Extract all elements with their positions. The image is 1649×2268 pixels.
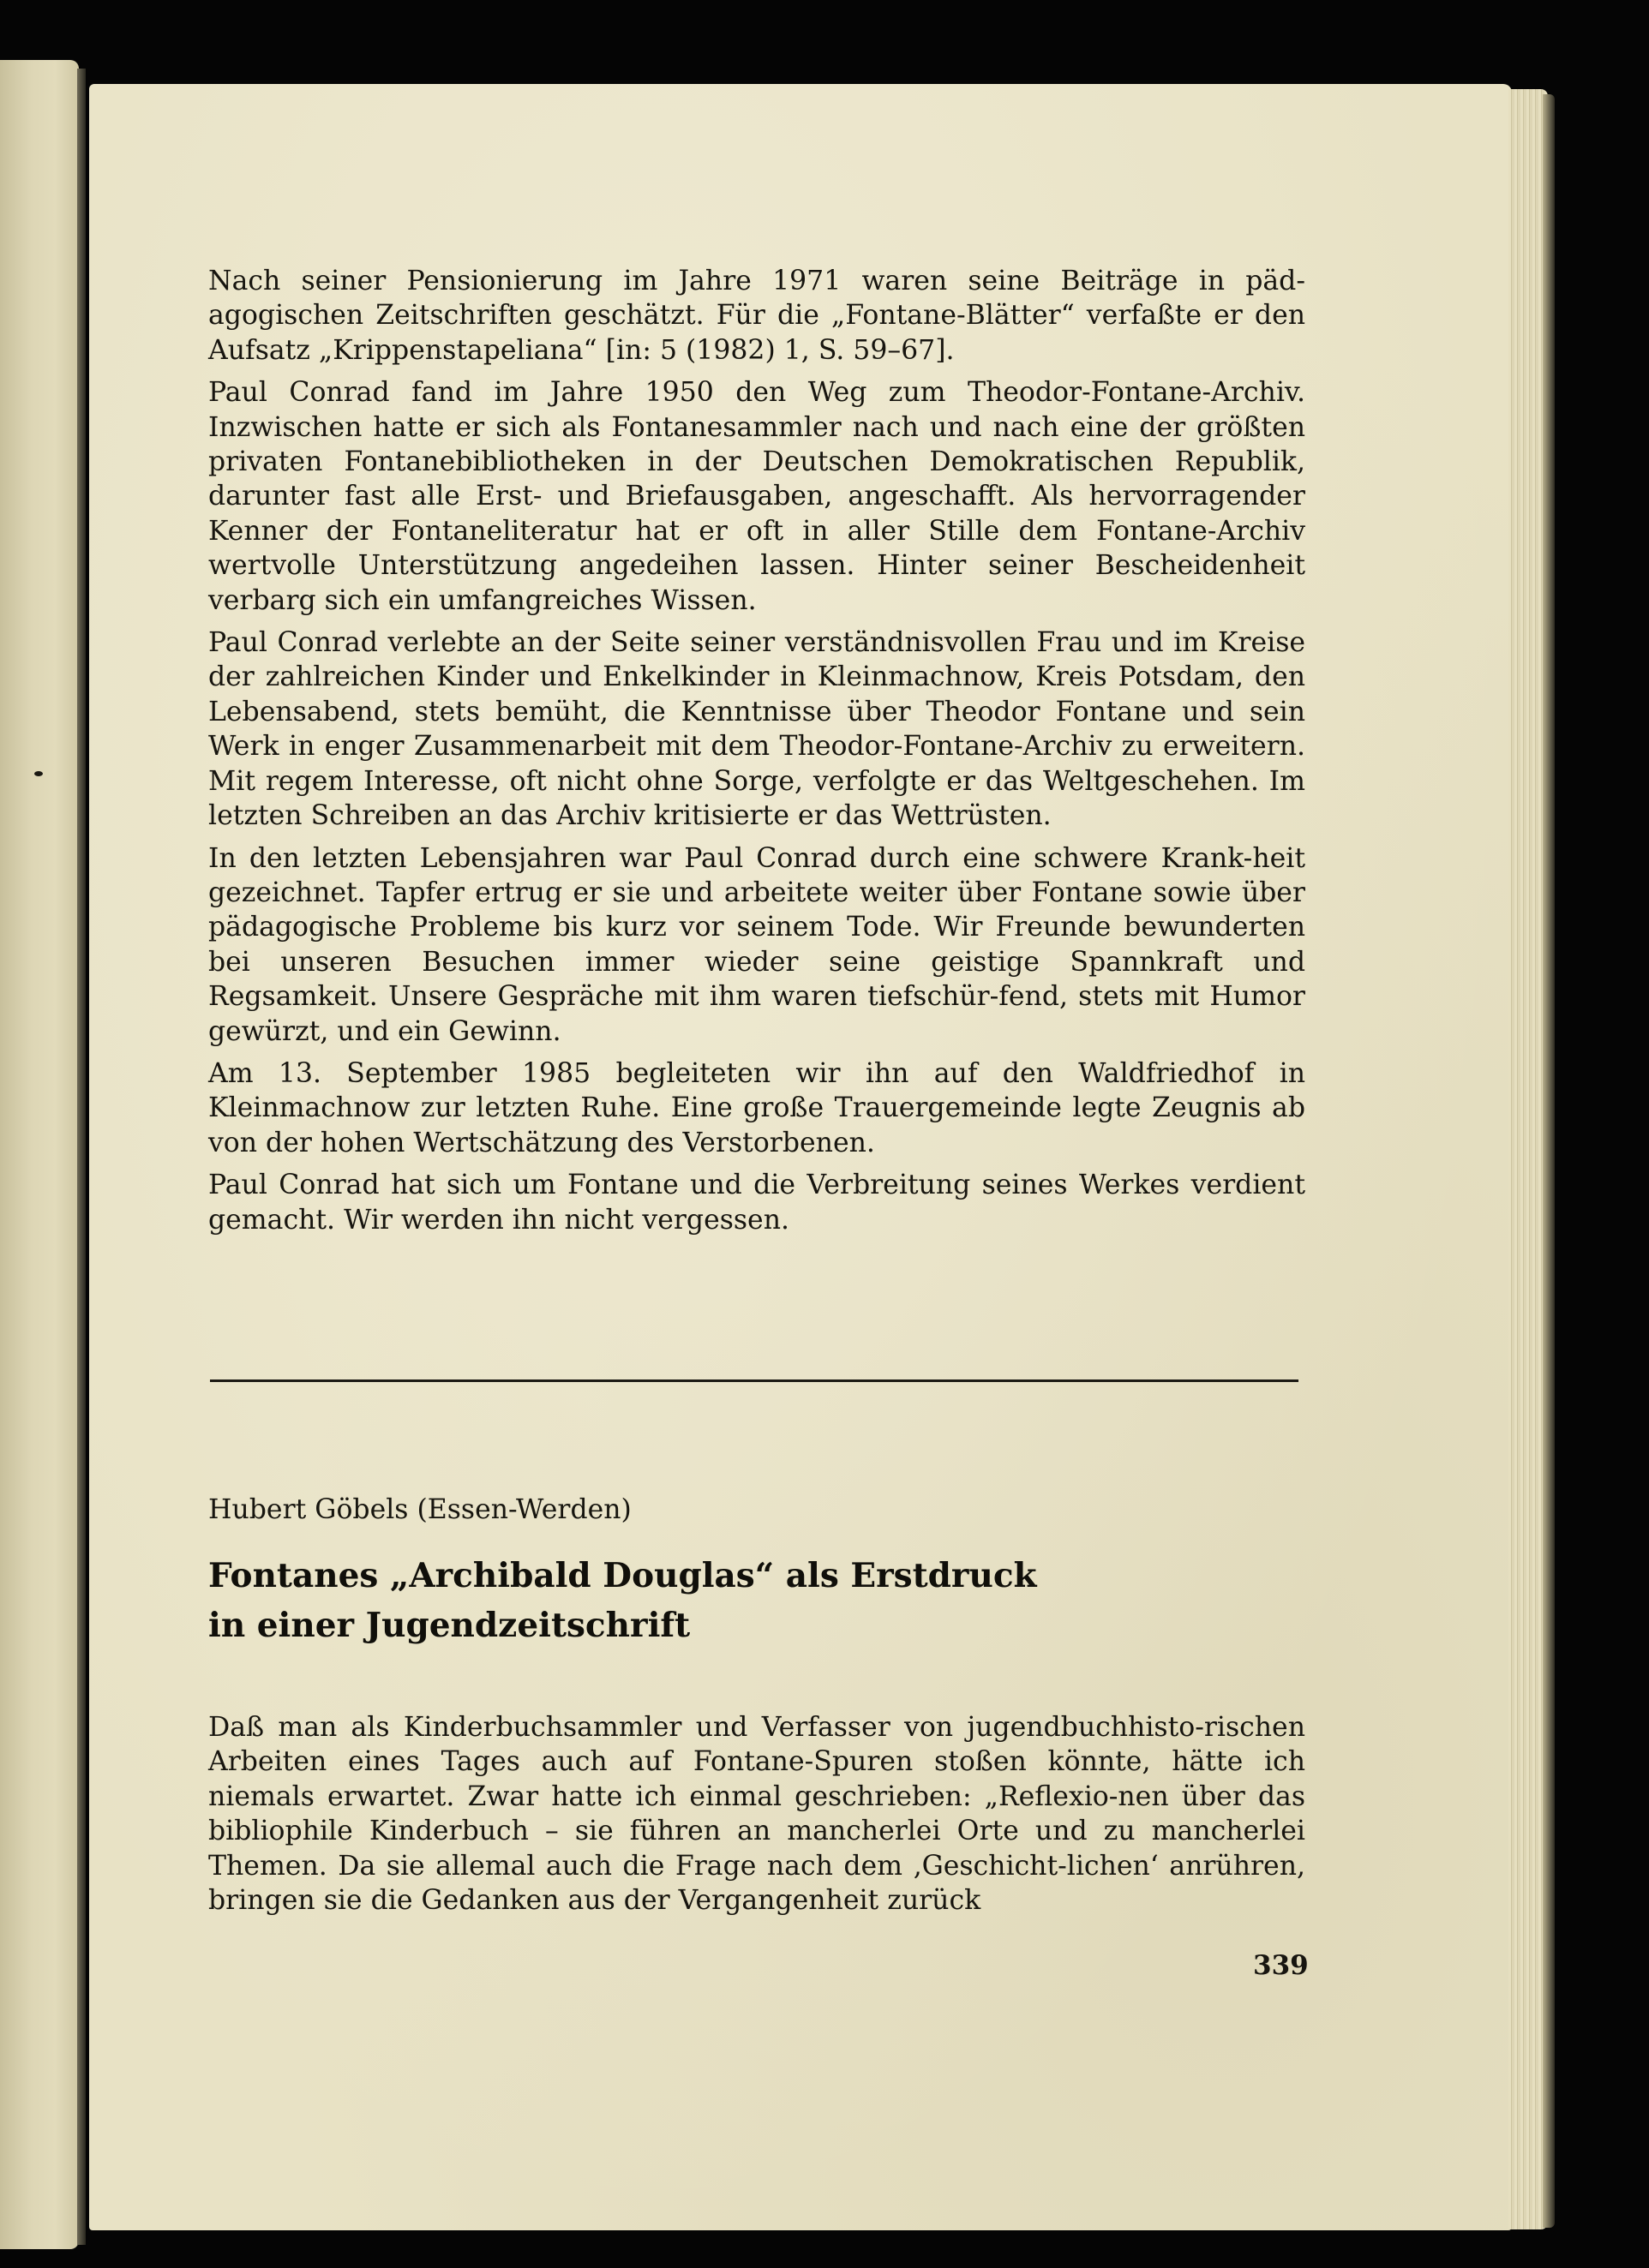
page-number: 339 bbox=[1253, 1950, 1309, 1981]
article-author: Hubert Göbels (Essen-Werden) bbox=[208, 1494, 632, 1525]
book-gutter bbox=[77, 69, 86, 2245]
section-divider bbox=[210, 1379, 1298, 1382]
page-stack-shadow bbox=[1543, 94, 1555, 2228]
obituary-text bbox=[208, 264, 1305, 1245]
article-title-line-2: in einer Jugendzeitschrift bbox=[208, 1606, 691, 1645]
previous-page-edge bbox=[0, 60, 79, 2249]
paper-speck bbox=[34, 771, 43, 776]
article-body bbox=[208, 1710, 1305, 1925]
article-title bbox=[208, 1551, 1237, 1650]
obituary-paragraph-1: Nach seiner Pensionierung im Jahre 1971 waren seine Beiträge in päd-agogischen Zeitschriften geschätzt. Für die „Fontane-Blätter“ verfaßte er den Aufsatz „Krippenstapeliana“ [in: 5 (1982) 1, S. 59–67]. bbox=[208, 266, 1305, 366]
obituary-paragraph-5: Am 13. September 1985 begleiteten wir ihn auf den Waldfriedhof in Kleinmachnow zur letzten Ruhe. Eine große Trauergemeinde legte Zeugnis ab von der hohen Wertschätzung des Verstorbenen. bbox=[208, 1057, 1305, 1158]
article-title-line-1: Fontanes „Archibald Douglas“ als Erstdruck bbox=[208, 1556, 1037, 1595]
obituary-paragraph-4: In den letzten Lebensjahren war Paul Conrad durch eine schwere Krank-heit gezeichnet. Tapfer ertrug er sie und arbeitete weiter über Fontane sowie über pädagogische Probleme bis kurz vor seinem Tode. Wir Freunde bewunderten bei unseren Besuchen immer wieder seine geistige Spannkraft und Regsamkeit. Unsere Gespräche mit ihm waren tiefschür-fend, stets mit Humor gewürzt, und ein Gewinn. bbox=[208, 842, 1305, 1047]
obituary-paragraph-2: Paul Conrad fand im Jahre 1950 den Weg zum Theodor-Fontane-Archiv. Inzwischen hatte er sich als Fontanesammler nach und nach eine der größten privaten Fontanebibliotheken in der Deutschen Demokratischen Republik, darunter fast alle Erst- und Briefausgaben, angeschafft. Als hervorragender Kenner der Fontaneliteratur hat er oft in aller Stille dem Fontane-Archiv wertvolle Unterstützung angedeihen lassen. Hinter seiner Bescheidenheit verbarg sich ein umfangreiches Wissen. bbox=[208, 377, 1305, 616]
obituary-paragraph-3: Paul Conrad verlebte an der Seite seiner verständnisvollen Frau und im Kreise der zahlreichen Kinder und Enkelkinder in Kleinmachnow, Kreis Potsdam, den Lebensabend, stets bemüht, die Kenntnisse über Theodor Fontane und sein Werk in enger Zusammenarbeit mit dem Theodor-Fontane-Archiv zu erweitern. Mit regem Interesse, oft nicht ohne Sorge, verfolgte er das Weltgeschehen. Im letzten Schreiben an das Archiv kritisierte er das Wettrüsten. bbox=[208, 627, 1305, 832]
obituary-paragraph-6: Paul Conrad hat sich um Fontane und die Verbreitung seines Werkes verdient gemacht. Wir werden ihn nicht vergessen. bbox=[208, 1170, 1305, 1236]
article-body-paragraph: Daß man als Kinderbuchsammler und Verfasser von jugendbuchhisto-rischen Arbeiten eines Tages auch auf Fontane-Spuren stoßen könnte, hätte ich niemals erwartet. Zwar hatte ich einmal geschrieben: „Reflexio-nen über das bibliophile Kinderbuch – sie führen an mancherlei Orte und zu mancherlei Themen. Da sie allemal auch die Frage nach dem ‚Geschicht-lichen‘ anrühren, bringen sie die Gedanken aus der Vergangenheit zurück bbox=[208, 1712, 1305, 1917]
